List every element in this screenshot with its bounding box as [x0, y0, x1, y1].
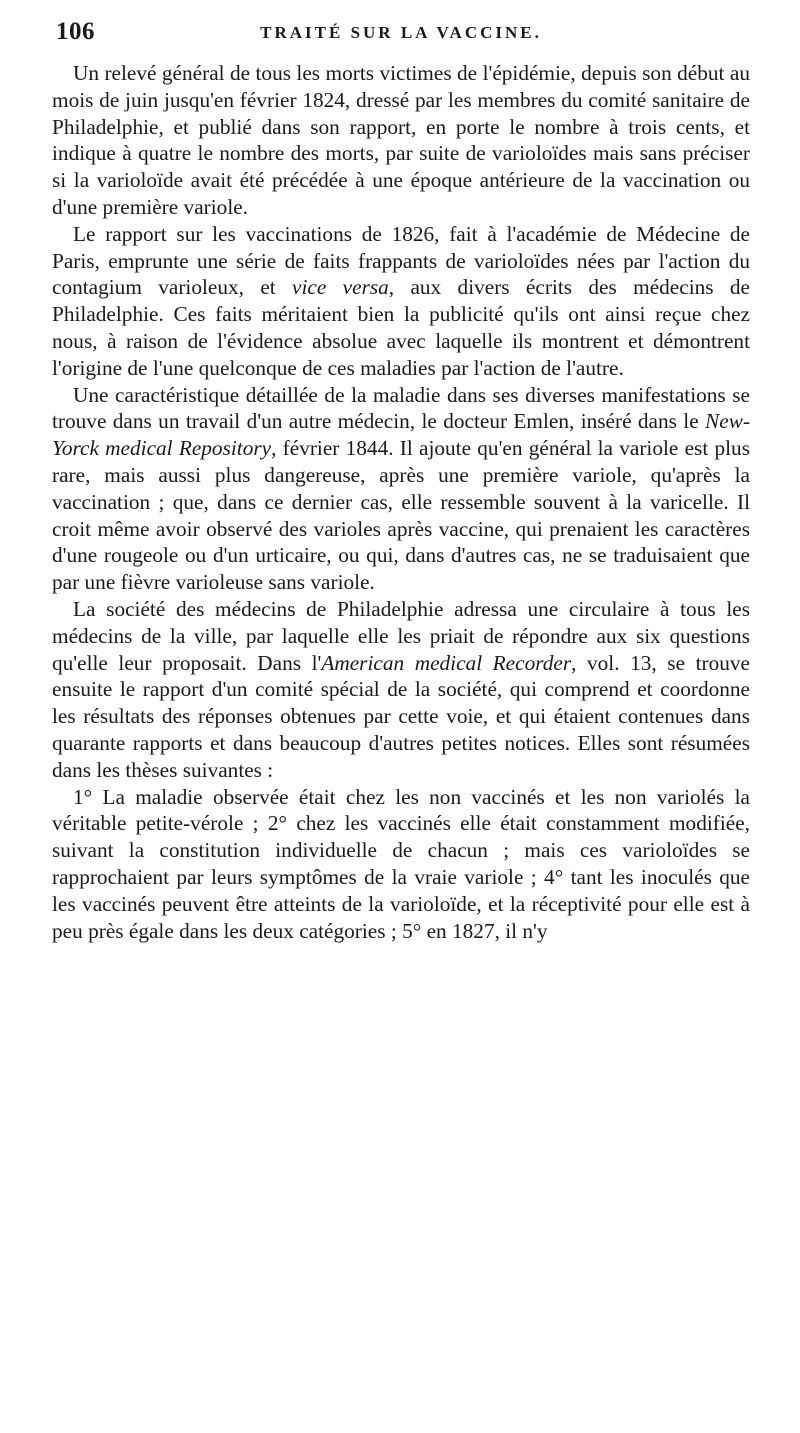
- paragraph-3: [52, 382, 750, 596]
- running-head: [52, 18, 750, 58]
- paragraph-text: Un relevé général de tous les morts victimes de l'épidémie, depuis son début au mois de juin jusqu'en février 1824, dressé par les membres du comité sanitaire de Philadelphie, et publié dans son rapport, en porte le nombre à trois cents, et indique à quatre le nombre des morts, par suite de varioloïdes mais sans préciser si la varioloïde avait été précédée à une époque antérieure de la vaccination ou d'une première variole.: [52, 61, 750, 219]
- paragraph-text: La société des médecins de Philadelphie adressa une circulaire à tous les médecins de la ville, par laquelle elle les priait de répondre aux six questions qu'elle leur proposait. Dans l': [52, 596, 750, 675]
- body-text: [52, 60, 750, 944]
- paragraph-text: Une caractéristique détaillée de la maladie dans ses diverses manifestations se trouve dans un travail d'un autre médecin, le docteur Emlen, inséré dans le: [52, 382, 750, 434]
- paragraph-text: , février 1844. Il ajoute qu'en général la variole est plus rare, mais aussi plus dangereuse, après une première variole, qu'après la vaccination ; que, dans ce dernier cas, elle ressemble souvent à la varicelle. Il croit même avoir observé des varioles après vaccine, qui prenaient les caractères d'une rougeole ou d'un urticaire, ou qui, dans d'autres cas, ne se traduisaient que par une fièvre varioleuse sans variole.: [52, 436, 750, 595]
- page-number: 106: [56, 18, 95, 45]
- book-page: [52, 18, 750, 944]
- paragraph-1: [52, 60, 750, 221]
- journal-title: American medical Recorder: [321, 650, 572, 675]
- paragraph-4: [52, 596, 750, 784]
- paragraph-5: [52, 784, 750, 945]
- italic-phrase: vice versa: [292, 275, 389, 300]
- running-title: TRAITÉ SUR LA VACCINE.: [260, 23, 542, 42]
- paragraph-2: [52, 221, 750, 382]
- paragraph-text: 1° La maladie observée était chez les non vaccinés et les non variolés la véritable petite-vérole ; 2° chez les vaccinés elle était constamment modifiée, suivant la constitution individuelle de chacun ; mais ces varioloïdes se rapprochaient par leurs symptômes de la vraie variole ; 4° tant les inoculés que les vaccinés peuvent être atteints de la varioloïde, et la réceptivité pour elle est à peu près égale dans les deux catégories ; 5° en 1827, il n'y: [52, 784, 750, 943]
- paragraph-text: , vol. 13, se trouve ensuite le rapport d'un comité spécial de la société, qui comprend et coordonne les résultats des réponses obtenues par cette voie, et qui étaient contenues dans quarante rapports et dans beaucoup d'autres petites notices. Elles sont résumées dans les thèses suivantes :: [52, 650, 750, 782]
- journal-title: New-Yorck medical Repository: [52, 409, 750, 461]
- paragraph-text: , aux divers écrits des médecins de Philadelphie. Ces faits méritaient bien la publicité qu'ils ont ainsi reçue chez nous, à raison de l'évidence absolue avec laquelle ils montrent et démontrent l'origine de l'une quelconque de ces maladies par l'action de l'autre.: [52, 275, 750, 380]
- paragraph-text: Le rapport sur les vaccinations de 1826, fait à l'académie de Médecine de Paris, emprunte une série de faits frappants de varioloïdes nées par l'action du contagium varioleux, et: [52, 221, 750, 300]
